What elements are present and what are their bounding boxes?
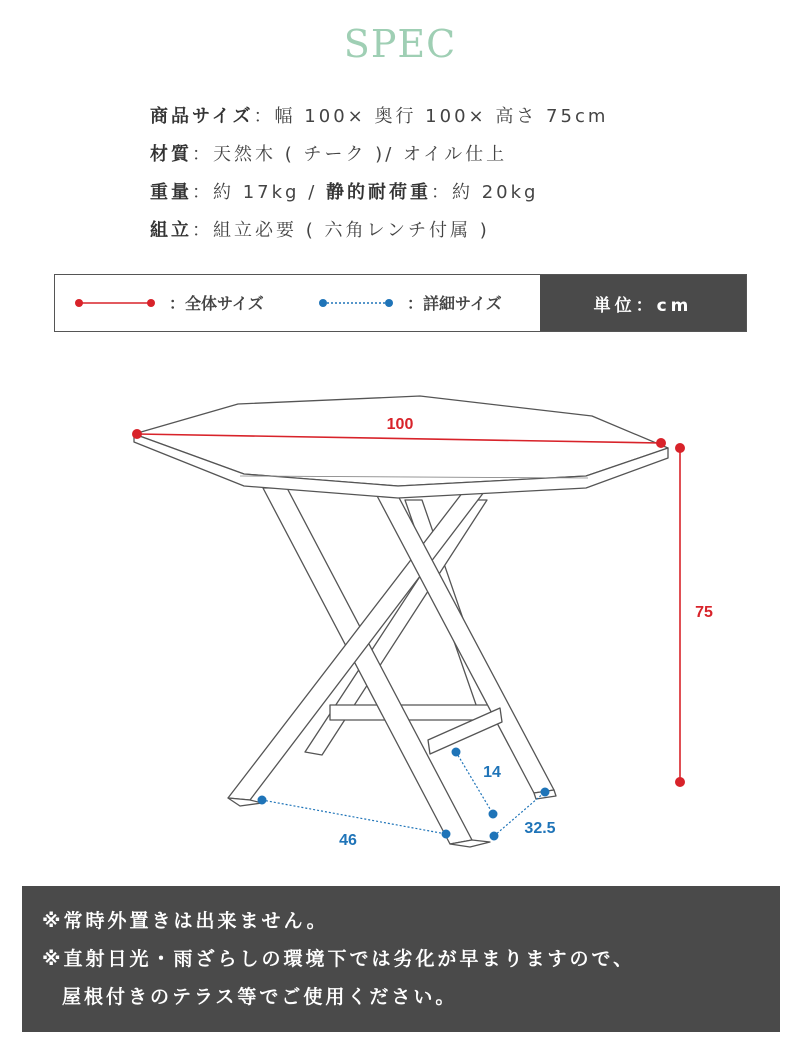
red-line-icon — [73, 297, 157, 309]
page-title: SPEC — [343, 22, 457, 66]
notice-box — [22, 886, 780, 1032]
spec-weight — [150, 174, 608, 212]
spec-size-label: 商品サイズ — [150, 106, 254, 127]
notice-line-3: 屋根付きのテラス等でご使用ください。 — [62, 986, 458, 1008]
spec-weight-value: ：約 17kg / — [192, 182, 326, 203]
foot-span-label: 46 — [339, 832, 357, 849]
spec-weight-label: 重量 — [150, 182, 192, 203]
spec-list — [150, 98, 608, 250]
spec-load-value: ：約 20kg — [430, 182, 539, 203]
foot-inner-label: 14 — [483, 764, 501, 781]
spec-material-value: ：天然木 ( チーク )/ オイル仕上 — [192, 144, 508, 165]
legend-keys — [55, 275, 540, 331]
spec-size-value: ：幅 100× 奥行 100× 高さ 75cm — [253, 106, 609, 127]
spec-assembly-label: 組立 — [150, 220, 192, 241]
front-leg-right — [228, 492, 484, 800]
spec-material — [150, 136, 608, 174]
spec-assembly-value: ：組立必要 ( 六角レンチ付属 ) — [192, 220, 490, 241]
back-brace — [330, 705, 495, 720]
spec-material-label: 材質 — [150, 144, 192, 165]
dimension-legend — [54, 274, 747, 332]
spec-assembly — [150, 212, 608, 250]
height-label: 75 — [695, 604, 713, 621]
legend-overall-label: ：全体サイズ — [169, 294, 264, 313]
blue-dotted-line-icon — [317, 297, 395, 309]
width-label: 100 — [386, 416, 414, 433]
table-diagram — [0, 340, 800, 880]
unit-label: 単位：cm — [540, 275, 746, 331]
detail-dimensions — [258, 748, 549, 840]
notice-line-1: ※常時外置きは出来ません。 — [42, 910, 329, 932]
front-leg-right-foot — [228, 798, 262, 806]
table-drawing — [134, 396, 668, 847]
spec-load-label: 静的耐荷重 — [325, 182, 431, 203]
legend-overall — [73, 275, 264, 330]
foot-depth-label: 32.5 — [524, 820, 556, 837]
spec-size — [150, 98, 608, 136]
legend-detail — [317, 275, 502, 330]
legend-detail-label: ：詳細サイズ — [407, 294, 502, 313]
notice-line-2: ※直射日光・雨ざらしの環境下では劣化が早まりますので、 — [42, 948, 636, 970]
